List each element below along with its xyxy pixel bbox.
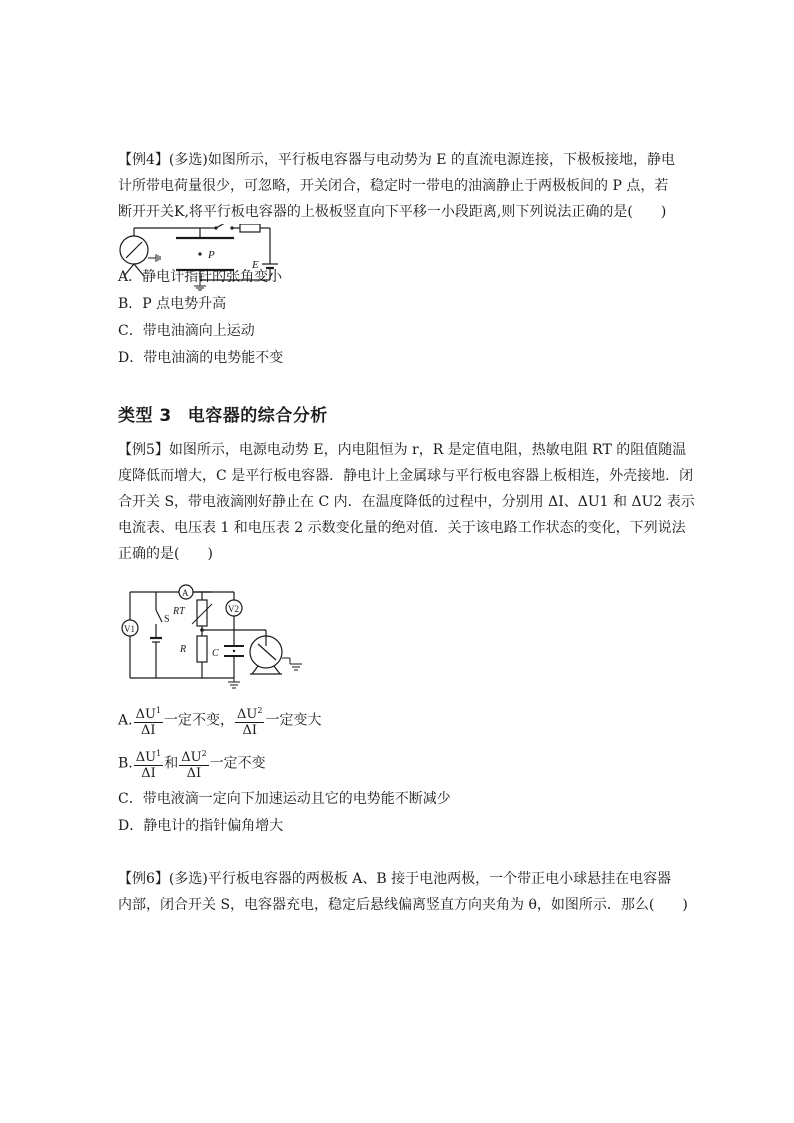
- ex5-option-a: [118, 703, 321, 738]
- label-p: P: [208, 249, 215, 261]
- resistor-r: [240, 224, 260, 232]
- fraction-du2-di: $\frac{\Delta U^2}{\Delta I}$: [179, 746, 208, 781]
- oil-drop: [198, 252, 201, 255]
- fraction-du2-di: $\frac{\Delta U^2}{\Delta I}$: [235, 703, 264, 738]
- ex5-line-3: 合开关 S，带电液滴刚好静止在 C 内．在温度降低的过程中，分别用 ΔI、ΔU1 和 ΔU2 表示: [118, 494, 695, 510]
- resistor-r5: [197, 636, 207, 662]
- ex5-line-4: 电流表、电压表 1 和电压表 2 示数变化量的绝对值．关于该电路工作状态的变化，下列说法: [118, 520, 686, 536]
- label-r: [243, 224, 250, 225]
- label-a: A: [182, 588, 189, 598]
- ex4-line-1: 【例4】(多选)如图所示，平行板电容器与电动势为 E 的直流电源连接，下极板接地，静电: [118, 152, 675, 168]
- ex4-line-2: 计所带电荷量很少，可忽略，开关闭合，稳定时一带电的油滴静止于两极板间的 P 点，若: [118, 178, 669, 194]
- switch-s: [156, 610, 162, 622]
- label-v1: V1: [124, 624, 135, 634]
- fraction-du1-di: $\frac{\Delta U^1}{\Delta I}$: [134, 703, 163, 738]
- label-e: E: [252, 259, 259, 271]
- label-v2: V2: [228, 604, 239, 614]
- section-number: 类型 3: [118, 406, 172, 426]
- ex4-line-3: 断开开关K,将平行板电容器的上极板竖直向下平移一小段距离,则下列说法正确的是( ): [118, 204, 667, 220]
- label-c: C: [212, 648, 219, 659]
- option-b-prefix: B.: [118, 755, 133, 772]
- fraction-du1-di: $\frac{\Delta U^1}{\Delta I}$: [134, 746, 163, 781]
- option-b-suffix: 一定不变: [209, 755, 266, 772]
- thermistor-rt: [197, 600, 207, 626]
- option-a-mid: 一定不变，: [164, 712, 235, 729]
- option-a-prefix: A.: [118, 712, 133, 729]
- option-a-suffix: 一定变大: [265, 712, 322, 729]
- ex5-option-b: [118, 746, 266, 781]
- label-s: S: [164, 614, 170, 625]
- section-heading: [118, 401, 328, 426]
- ex4-option-b: B．P 点电势升高: [118, 296, 227, 312]
- ex4-option-d: D．带电油滴的电势能不变: [118, 350, 284, 366]
- ex4-option-a: A．静电计指针的张角变小: [118, 269, 283, 285]
- label-r5: R: [180, 644, 187, 655]
- label-rt: RT: [173, 606, 185, 617]
- ex5-option-d: D．静电计的指针偏角增大: [118, 818, 284, 834]
- ex6-line-2: 内部，闭合开关 S，电容器充电，稳定后悬线偏离竖直方向夹角为 θ，如图所示．那么( ): [118, 897, 688, 913]
- ex6-line-1: 【例6】(多选)平行板电容器的两极板 A、B 接于电池两极，一个带正电小球悬挂在电容器: [118, 871, 672, 887]
- ex5-line-2: 度降低而增大，C 是平行板电容器．静电计上金属球与平行板电容器上板相连，外壳接地．闭: [118, 468, 694, 484]
- ex5-line-1: 【例5】如图所示，电源电动势 E，内电阻恒为 r，R 是定值电阻，热敏电阻 RT 的阻值随温: [118, 442, 687, 458]
- ex5-line-5: 正确的是( ): [118, 546, 213, 562]
- option-b-mid: 和: [164, 755, 179, 772]
- section-title: 电容器的综合分析: [187, 406, 328, 426]
- ex5-option-c: C．带电液滴一定向下加速运动且它的电势能不断减少: [118, 791, 451, 807]
- label-k: [216, 224, 224, 225]
- ex5-circuit-diagram: [118, 560, 308, 690]
- ex4-option-c: C．带电油滴向上运动: [118, 323, 255, 339]
